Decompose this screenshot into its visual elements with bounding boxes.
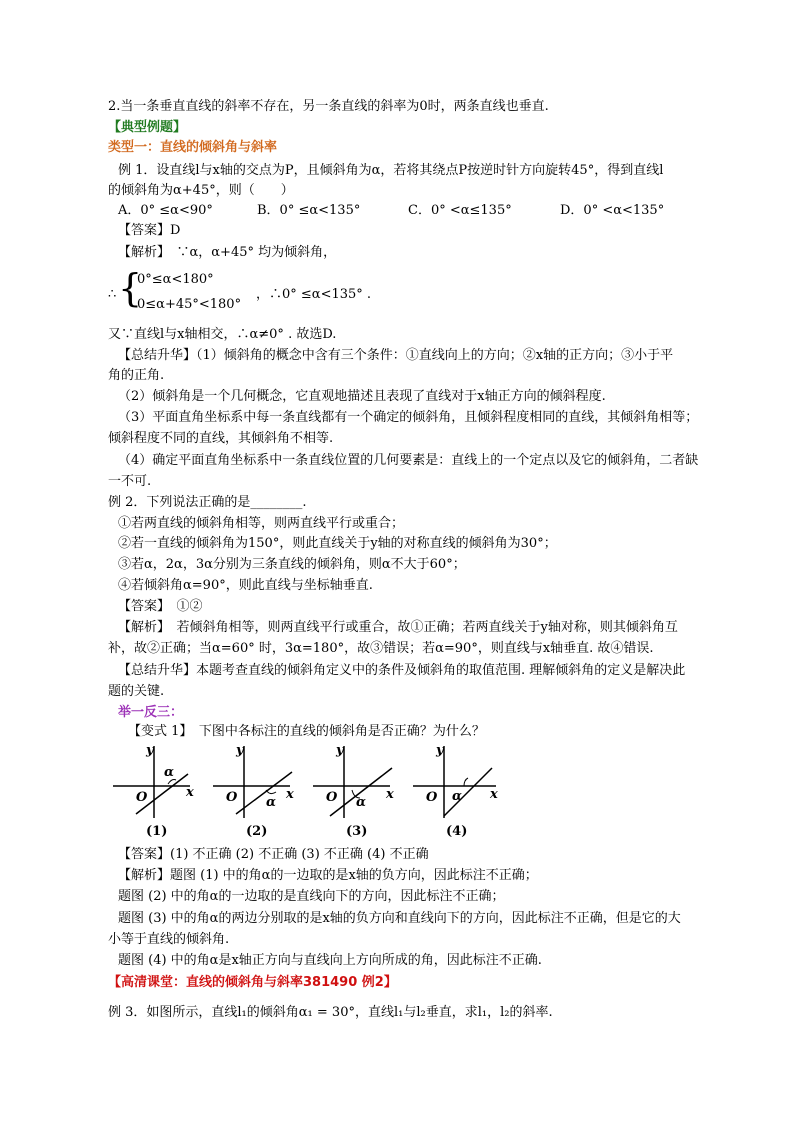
ex2-analysis-a: 【解析】 若倾斜角相等，则两直线平行或重合，故①正确；若两直线关于y轴对称，则其倾斜角互 <box>118 620 678 635</box>
system-eq-2: 0≤α+45°<180° <box>137 297 242 312</box>
figure-3 <box>313 743 394 818</box>
variant1-stem: 【变式 1】 下图中各标注的直线的倾斜角是否正确？为什么？ <box>128 724 485 739</box>
ex2-summary-b: 题的关键. <box>108 684 165 699</box>
type-one-heading: 类型一：直线的倾斜角与斜率 <box>108 140 278 155</box>
summary-3b: 倾斜程度不同的直线，其倾斜角不相等. <box>108 431 334 446</box>
svg-text:y: y <box>146 743 154 758</box>
example1-stem-2: 的倾斜角为α+45°，则（ ） <box>108 183 294 198</box>
ex1-answer: 【答案】D <box>118 223 181 238</box>
option-c: C．0° <α≤135° <box>408 203 512 218</box>
ex2-answer: 【答案】 ①② <box>118 599 203 614</box>
variant-figures <box>108 738 508 862</box>
option-a: A．0° ≤α<90° <box>118 203 213 218</box>
svg-text:α: α <box>266 795 277 810</box>
figure-1-label: (1) <box>146 824 168 839</box>
summary-4b: 一不可. <box>108 474 152 489</box>
ex2-item1: ①若两直线的倾斜角相等，则两直线平行或重合； <box>118 516 405 531</box>
system-eq-1: 0°≤α<180° <box>137 272 214 287</box>
summary-3a: （3）平面直角坐标系中每一条直线都有一个确定的倾斜角，且倾斜程度相同的直线，其倾斜角相等； <box>118 410 699 425</box>
figure-4-label: (4) <box>446 824 468 839</box>
svg-text:O: O <box>326 790 338 805</box>
figure-4 <box>413 743 498 818</box>
summary-1b: 角的正角. <box>108 368 165 383</box>
figure-2-label: (2) <box>246 824 268 839</box>
variants-heading: 举一反三： <box>118 705 184 720</box>
note-2: 2.当一条垂直直线的斜率不存在，另一条直线的斜率为0时，两条直线也垂直. <box>108 99 549 114</box>
ex2-analysis-b: 补，故②正确；当α=60° 时，3α=180°，故③错误；若α=90°，则直线与x轴垂直. 故④错误. <box>108 641 654 656</box>
angle-diagrams <box>108 738 508 858</box>
example2-stem: 例 2．下列说法正确的是________. <box>108 495 307 510</box>
ex2-item4: ④若倾斜角α=90°，则此直线与坐标轴垂直. <box>118 578 373 593</box>
figure-1 <box>113 743 194 818</box>
section-heading-typical-examples: 【典型例题】 <box>108 120 187 135</box>
figure-2 <box>213 743 294 818</box>
option-d: D．0° <α<135° <box>560 203 665 218</box>
variant1-analysis-3b: 小等于直线的倾斜角. <box>108 932 230 947</box>
svg-text:α: α <box>164 765 175 780</box>
ex1-analysis: 【解析】 ∵α，α+45° 均为倾斜角， <box>118 245 337 260</box>
system-brace: { <box>118 266 143 310</box>
svg-text:O: O <box>426 790 438 805</box>
ex1-final: 又∵直线l与x轴相交，∴α≠0° . 故选D. <box>108 327 337 342</box>
svg-text:y: y <box>436 743 444 758</box>
ex2-item2: ②若一直线的倾斜角为150°，则此直线关于y轴的对称直线的倾斜角为30°； <box>118 536 557 551</box>
svg-text:x: x <box>490 787 498 802</box>
variant1-analysis-3a: 题图 (3) 中的角α的两边分别取的是x轴的负方向和直线向下的方向，因此标注不正确，但是它的大 <box>118 911 681 926</box>
ex2-summary-a: 【总结升华】本题考查直线的倾斜角定义中的条件及倾斜角的取值范围. 理解倾斜角的定义是解决此 <box>118 663 686 678</box>
hd-class-link[interactable]: 【高清课堂：直线的倾斜角与斜率381490 例2】 <box>108 975 397 990</box>
svg-text:O: O <box>226 790 238 805</box>
summary-1a: 【总结升华】（1）倾斜角的概念中含有三个条件：①直线向上的方向；②x轴的正方向；③小于平 <box>118 348 674 363</box>
summary-2: （2）倾斜角是一个几何概念，它直观地描述且表现了直线对于x轴正方向的倾斜程度. <box>118 389 606 404</box>
variant1-analysis-4: 题图 (4) 中的角α是x轴正方向与直线向上方向所成的角，因此标注不正确. <box>118 953 542 968</box>
svg-text:y: y <box>236 743 244 758</box>
summary-4a: （4）确定平面直角坐标系中一条直线位置的几何要素是：直线上的一个定点以及它的倾斜角，二者缺 <box>118 453 699 468</box>
svg-text:α: α <box>356 795 367 810</box>
option-b: B．0° ≤α<135° <box>257 203 361 218</box>
example3-stem: 例 3．如图所示，直线l₁的倾斜角α₁ = 30°，直线l₁与l₂垂直，求l₁，l₂的斜率. <box>108 1005 553 1020</box>
svg-text:α: α <box>452 789 463 804</box>
figure-3-label: (3) <box>346 824 368 839</box>
svg-text:O: O <box>136 790 148 805</box>
svg-text:y: y <box>336 743 344 758</box>
system-conclusion: ，∴0° ≤α<135° . <box>256 287 372 302</box>
variant1-answer: 【答案】(1) 不正确 (2) 不正确 (3) 不正确 (4) 不正确 <box>118 847 429 862</box>
svg-text:x: x <box>186 785 194 800</box>
variant1-analysis-2: 题图 (2) 中的角α的一边取的是直线向下的方向，因此标注不正确； <box>118 889 505 904</box>
therefore-symbol: ∴ <box>108 287 117 302</box>
svg-text:x: x <box>286 787 294 802</box>
example1-stem-1: 例 1．设直线l与x轴的交点为P，且倾斜角为α，若将其绕点P按逆时针方向旋转45°，得到直线l <box>118 163 664 178</box>
variant1-analysis-1: 【解析】题图 (1) 中的角α的一边取的是x轴的负方向，因此标注不正确； <box>118 868 538 883</box>
ex2-item3: ③若α，2α，3α分别为三条直线的倾斜角，则α不大于60°； <box>118 557 466 572</box>
svg-text:x: x <box>386 787 394 802</box>
